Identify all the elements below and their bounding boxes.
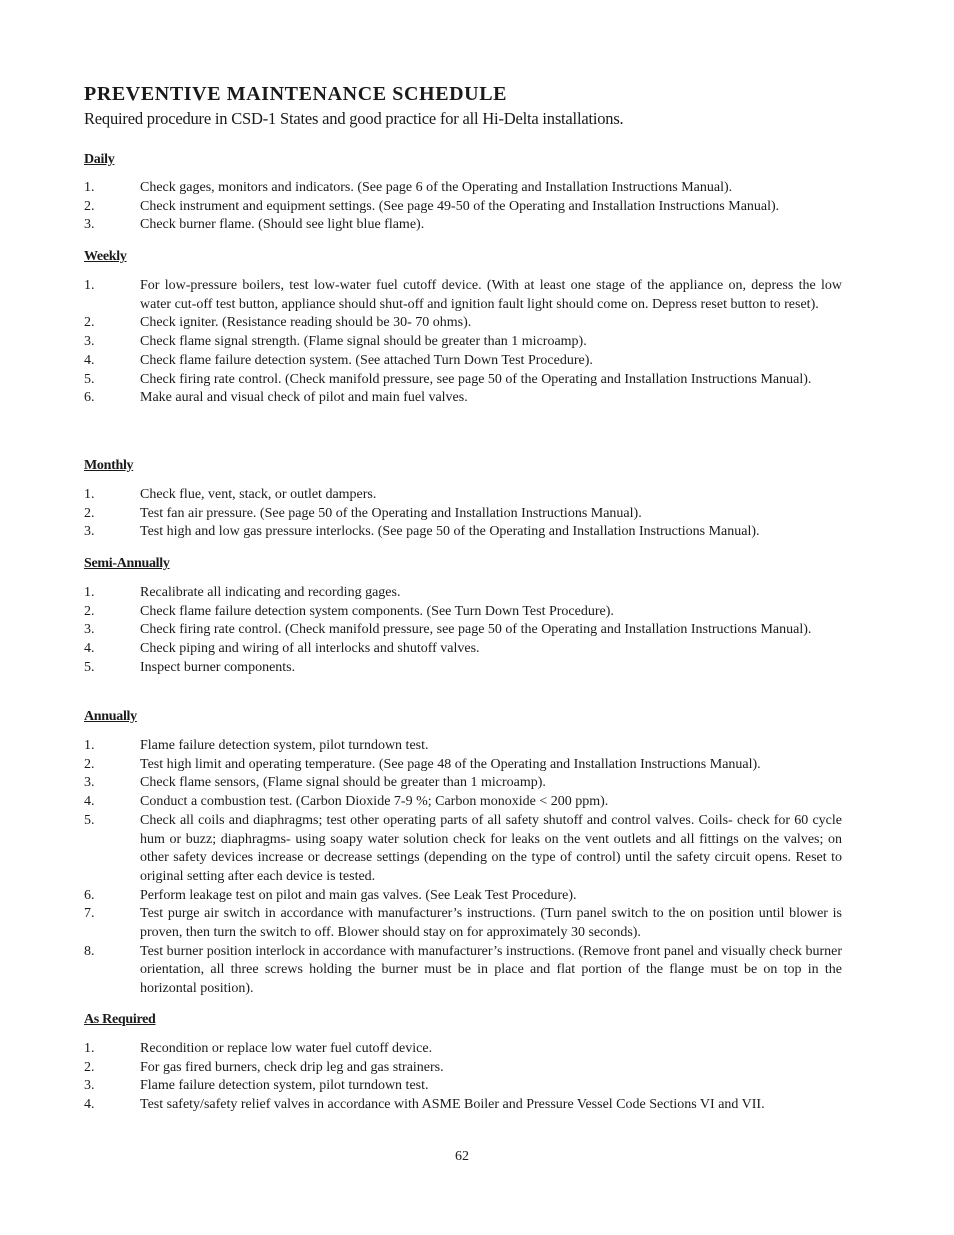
list-item: [84, 1040, 842, 1059]
list-item: [84, 905, 842, 942]
item-number: 3.: [84, 334, 95, 350]
list-item: [84, 887, 842, 906]
annually-list: [84, 737, 842, 999]
item-text: Check flame sensors, (Flame signal should be greater than 1 microamp).: [140, 775, 546, 791]
item-number: 4.: [84, 1097, 95, 1113]
item-text: Test high and low gas pressure interlocks. (See page 50 of the Operating and Installation Instructions Manual).: [140, 524, 760, 540]
item-text: Check flame signal strength. (Flame signal should be greater than 1 microamp).: [140, 334, 587, 350]
list-item: [84, 486, 842, 505]
item-text: Recalibrate all indicating and recording gages.: [140, 585, 401, 600]
list-item: [84, 943, 842, 999]
list-item: [84, 333, 842, 352]
list-item: [84, 621, 842, 640]
list-item: [84, 179, 842, 198]
item-text: Check flame failure detection system. (See attached Turn Down Test Procedure).: [140, 352, 593, 368]
item-number: 2.: [84, 505, 95, 521]
item-number: 3.: [84, 622, 95, 638]
item-number: 1.: [84, 738, 95, 753]
daily-list: [84, 179, 842, 235]
list-item: [84, 659, 842, 678]
item-text: Check flame failure detection system components. (See Turn Down Test Procedure).: [140, 603, 614, 619]
item-text: Check firing rate control. (Check manifold pressure, see page 50 of the Operating and Installation Instructions Manual).: [140, 371, 812, 387]
item-text: Recondition or replace low water fuel cutoff device.: [140, 1041, 433, 1056]
list-item: [84, 314, 842, 333]
list-item: [84, 640, 842, 659]
item-text: Inspect burner components.: [140, 659, 296, 675]
list-item: [84, 793, 842, 812]
item-text: Check burner flame. (Should see light blue flame).: [140, 217, 425, 233]
item-number: 3.: [84, 524, 95, 540]
item-number: 1.: [84, 1041, 95, 1056]
item-number: 1.: [84, 585, 95, 600]
list-item: [84, 523, 842, 542]
item-number: 2.: [84, 315, 95, 331]
item-text: Test burner position interlock in accordance with manufacturer’s instructions. (Remove front panel and visually check burner orientation, all three screws holding the burner must be in place and flat portion of the flange must be on top in the horizontal position).: [140, 943, 842, 997]
item-text: Test purge air switch in accordance with manufacturer’s instructions. (Turn panel switch to the on position until blower is proven, then turn the switch to off. Blower should stay on for approximately 30 seconds).: [140, 906, 842, 941]
item-text: Check igniter. (Resistance reading should be 30- 70 ohms).: [140, 315, 472, 331]
page-number: 62: [455, 1149, 469, 1164]
item-number: 3.: [84, 217, 95, 233]
list-item: [84, 1096, 842, 1115]
list-item: [84, 756, 842, 775]
item-number: 5.: [84, 659, 95, 675]
item-text: Test safety/safety relief valves in accordance with ASME Boiler and Pressure Vessel Code Sections VI and VII.: [140, 1097, 765, 1113]
item-text: Check flue, vent, stack, or outlet dampers.: [140, 487, 377, 502]
item-text: Check piping and wiring of all interlocks and shutoff valves.: [140, 641, 480, 657]
item-number: 3.: [84, 1078, 95, 1094]
item-number: 2.: [84, 603, 95, 619]
item-number: 7.: [84, 906, 95, 922]
section-heading-weekly: Weekly: [84, 249, 127, 264]
item-text: Check instrument and equipment settings. (See page 49-50 of the Operating and Installation Instructions Manual).: [140, 198, 780, 214]
list-item: [84, 774, 842, 793]
item-number: 2.: [84, 756, 95, 772]
page-title: PREVENTIVE MAINTENANCE SCHEDULE: [84, 83, 508, 105]
item-number: 6.: [84, 887, 95, 903]
item-number: 5.: [84, 812, 95, 828]
item-text: For gas fired burners, check drip leg and gas strainers.: [140, 1059, 444, 1075]
item-text: Make aural and visual check of pilot and main fuel valves.: [140, 390, 468, 406]
item-number: 3.: [84, 775, 95, 791]
item-number: 1.: [84, 487, 95, 502]
item-number: 8.: [84, 943, 95, 959]
item-number: 1.: [84, 180, 95, 195]
list-item: [84, 1077, 842, 1096]
item-text: Check gages, monitors and indicators. (See page 6 of the Operating and Installation Instructions Manual).: [140, 180, 733, 195]
item-text: Perform leakage test on pilot and main gas valves. (See Leak Test Procedure).: [140, 887, 577, 903]
page-subtitle: Required procedure in CSD-1 States and good practice for all Hi-Delta installations.: [84, 109, 624, 128]
list-item: [84, 812, 842, 887]
item-number: 4.: [84, 641, 95, 657]
monthly-list: [84, 486, 842, 542]
item-number: 5.: [84, 371, 95, 387]
item-number: 1.: [84, 278, 95, 293]
semi-annually-list: [84, 584, 842, 678]
list-item: [84, 352, 842, 371]
section-heading-annually: Annually: [84, 709, 137, 724]
list-item: [84, 1059, 842, 1078]
item-number: 2.: [84, 198, 95, 214]
item-number: 2.: [84, 1059, 95, 1075]
item-number: 6.: [84, 390, 95, 406]
list-item: [84, 737, 842, 756]
list-item: [84, 198, 842, 217]
list-item: [84, 277, 842, 314]
item-text: Check all coils and diaphragms; test other operating parts of all safety shutoff and control valves. Coils- check for 60 cycle hum or buzz; diaphragms- using soapy water solution check for leaks on the vent outlets and all fittings on the valves; on other safety devices increase or decrease settings (depending on the type of control) until the safety circuit opens. Reset to original setting after each device is tested.: [140, 812, 842, 884]
item-text: For low-pressure boilers, test low-water fuel cutoff device. (With at least one stage of the appliance on, depress the low water cut-off test button, appliance should shut-off and ignition fault light should come on. Depress reset button to reset).: [140, 278, 842, 312]
weekly-list: [84, 277, 842, 408]
list-item: [84, 584, 842, 603]
item-text: Flame failure detection system, pilot turndown test.: [140, 738, 429, 753]
section-heading-monthly: Monthly: [84, 458, 134, 473]
section-heading-as-required: As Required: [84, 1012, 156, 1027]
list-item: [84, 371, 842, 390]
item-text: Check firing rate control. (Check manifold pressure, see page 50 of the Operating and Installation Instructions Manual).: [140, 622, 812, 638]
as-required-list: [84, 1040, 842, 1115]
list-item: [84, 505, 842, 524]
item-text: Test fan air pressure. (See page 50 of the Operating and Installation Instructions Manual).: [140, 505, 642, 521]
section-heading-semi-annually: Semi-Annually: [84, 556, 170, 571]
list-item: [84, 389, 842, 408]
list-item: [84, 603, 842, 622]
item-number: 4.: [84, 352, 95, 368]
item-text: Test high limit and operating temperature. (See page 48 of the Operating and Installation Instructions Manual).: [140, 756, 761, 772]
section-heading-daily: Daily: [84, 152, 115, 167]
item-number: 4.: [84, 794, 95, 810]
item-text: Flame failure detection system, pilot turndown test.: [140, 1078, 429, 1094]
item-text: Conduct a combustion test. (Carbon Dioxide 7-9 %; Carbon monoxide < 200 ppm).: [140, 794, 609, 810]
list-item: [84, 216, 842, 235]
